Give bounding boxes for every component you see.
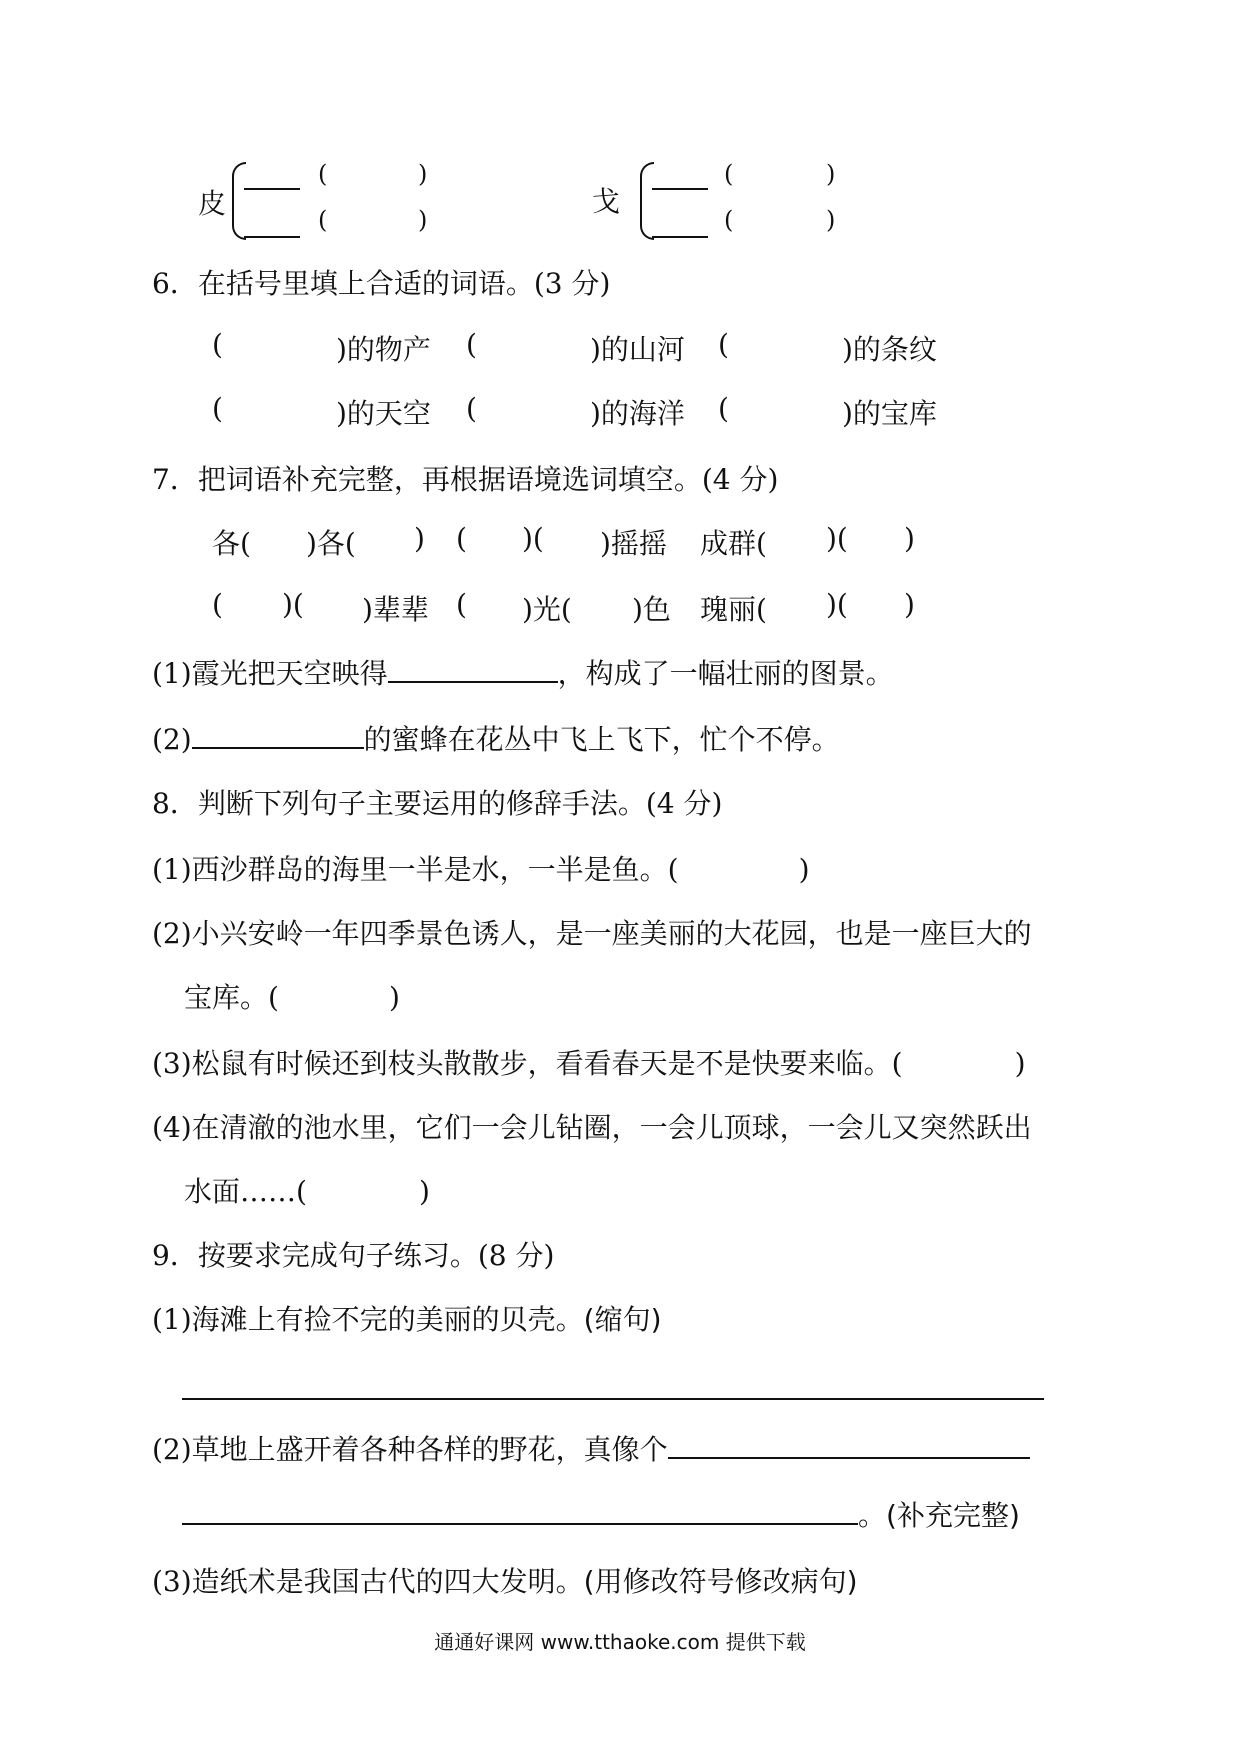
q7-s1-post: ，构成了一幅壮丽的图景。	[557, 657, 894, 690]
q7-r2-e: )光(	[522, 593, 572, 626]
q7-r2-a: (	[212, 588, 223, 621]
q8-s4b-text: 水面……(	[184, 1175, 307, 1208]
q7-s1-pre: (1)霞光把天空映得	[152, 657, 388, 690]
q7-r1-b: )各(	[306, 527, 356, 560]
q9-s1-answer-line[interactable]	[182, 1398, 1044, 1400]
q7-r1-d: (	[456, 522, 467, 555]
q9-sentence-2-cont	[182, 1494, 1020, 1534]
q6-r2-paren-open-1: (	[212, 392, 223, 425]
q7-sentence-1	[152, 652, 894, 692]
q8-s3-close: )	[1014, 1047, 1026, 1080]
q5-ge-paren-1-close: )	[826, 160, 836, 188]
q8-s1-text: (1)西沙群岛的海里一半是水，一半是鱼。(	[152, 853, 679, 886]
q5-ge-blank-2[interactable]	[652, 236, 708, 238]
q8-s2b-close: )	[388, 981, 400, 1014]
q9-s1-text: (1)海滩上有捡不完的美丽的贝壳。	[152, 1303, 584, 1336]
q7-r2-g: 瑰丽(	[700, 593, 767, 626]
q5-pi-paren-1-close: )	[418, 160, 428, 188]
q7-r1-g: 成群(	[700, 527, 767, 560]
q7-r1-c: )	[414, 522, 425, 555]
q9-s3-note: (用修改符号修改病句)	[583, 1565, 858, 1598]
q5-pi-paren-2-open: (	[318, 206, 328, 234]
q9-s2-note: (补充完整)	[886, 1499, 1020, 1532]
q8-sentence-1	[152, 848, 810, 888]
q5-ge-paren-2-close: )	[826, 206, 836, 234]
q9-s2-blank-2[interactable]	[182, 1497, 858, 1525]
q7-s2-pre: (2)	[152, 723, 192, 756]
q6-r1-paren-open-2: (	[466, 328, 477, 361]
q8-sentence-4a: (4)在清澈的池水里，它们一会儿钻圈，一会儿顶球，一会儿又突然跃出	[152, 1111, 1032, 1144]
q5-ge-paren-2-open: (	[724, 206, 734, 234]
q9-sentence-3	[152, 1560, 858, 1600]
q5-ge-blank-1[interactable]	[652, 188, 708, 190]
q8-s4b-close: )	[418, 1175, 430, 1208]
q5-ge-paren-1-open: (	[724, 160, 734, 188]
q6-r2-paren-open-3: (	[718, 392, 729, 425]
q6-r1-paren-open-3: (	[718, 328, 729, 361]
q7-r1-h: )(	[826, 522, 848, 555]
q6-title: 6．在括号里填上合适的词语。(3 分)	[152, 267, 611, 300]
q6-r2-paren-open-2: (	[466, 392, 477, 425]
q8-title: 8．判断下列句子主要运用的修辞手法。(4 分)	[152, 787, 723, 820]
page-footer: 通通好课网 www.tthaoke.com 提供下载	[434, 1630, 806, 1654]
q9-s2-text: (2)草地上盛开着各种各样的野花，真像个	[152, 1433, 668, 1466]
q5-pi-blank-2[interactable]	[244, 236, 300, 238]
q8-s3-text: (3)松鼠有时候还到枝头散散步，看看春天是不是快要来临。(	[152, 1047, 903, 1080]
q9-title: 9．按要求完成句子练习。(8 分)	[152, 1239, 555, 1272]
q5-ge-brace	[640, 162, 654, 240]
q8-sentence-4b	[184, 1170, 430, 1210]
q9-s2-blank-1[interactable]	[668, 1431, 1030, 1459]
q9-s3-text: (3)造纸术是我国古代的四大发明。	[152, 1565, 584, 1598]
q5-pi-brace	[232, 162, 246, 240]
q7-r1-i: )	[904, 522, 915, 555]
q7-r1-f: )摇摇	[600, 527, 667, 560]
q7-r2-d: (	[456, 588, 467, 621]
q6-r2-item-1: )的天空	[336, 397, 431, 430]
q6-r1-item-3: )的条纹	[842, 333, 937, 366]
q9-s2-end: 。	[858, 1499, 887, 1532]
q6-r2-item-3: )的宝库	[842, 397, 937, 430]
q5-pi-paren-1-open: (	[318, 160, 328, 188]
q7-r1-e: )(	[522, 522, 544, 555]
q7-r2-i: )	[904, 588, 915, 621]
q9-sentence-2	[152, 1428, 1030, 1468]
q6-r2-item-2: )的海洋	[590, 397, 685, 430]
q6-r1-item-2: )的山河	[590, 333, 685, 366]
q9-sentence-1	[152, 1298, 662, 1338]
q7-r2-c: )辈辈	[362, 593, 429, 626]
q8-sentence-3	[152, 1042, 1026, 1082]
q9-s1-note: (缩句)	[583, 1303, 662, 1336]
q7-r2-b: )(	[282, 588, 304, 621]
q7-s2-post: 的蜜蜂在花丛中飞上飞下，忙个不停。	[363, 723, 840, 756]
q7-s2-blank[interactable]	[192, 721, 364, 749]
q7-s1-blank[interactable]	[388, 655, 558, 683]
q5-ge-char: 戈	[592, 185, 621, 218]
q5-pi-blank-1[interactable]	[244, 188, 300, 190]
q8-sentence-2a: (2)小兴安岭一年四季景色诱人，是一座美丽的大花园，也是一座巨大的	[152, 917, 1032, 950]
q7-sentence-2	[152, 718, 840, 758]
q8-s2b-text: 宝库。(	[184, 981, 279, 1014]
q6-r1-item-1: )的物产	[336, 333, 431, 366]
q8-s1-close: )	[798, 853, 810, 886]
q7-r1-a: 各(	[212, 527, 251, 560]
q5-pi-char: 皮	[198, 187, 227, 220]
q7-r2-h: )(	[826, 588, 848, 621]
q6-r1-paren-open-1: (	[212, 328, 223, 361]
q7-title: 7．把词语补充完整，再根据语境选词填空。(4 分)	[152, 463, 779, 496]
q5-pi-paren-2-close: )	[418, 206, 428, 234]
q8-sentence-2b	[184, 976, 400, 1016]
q7-r2-f: )色	[632, 593, 671, 626]
